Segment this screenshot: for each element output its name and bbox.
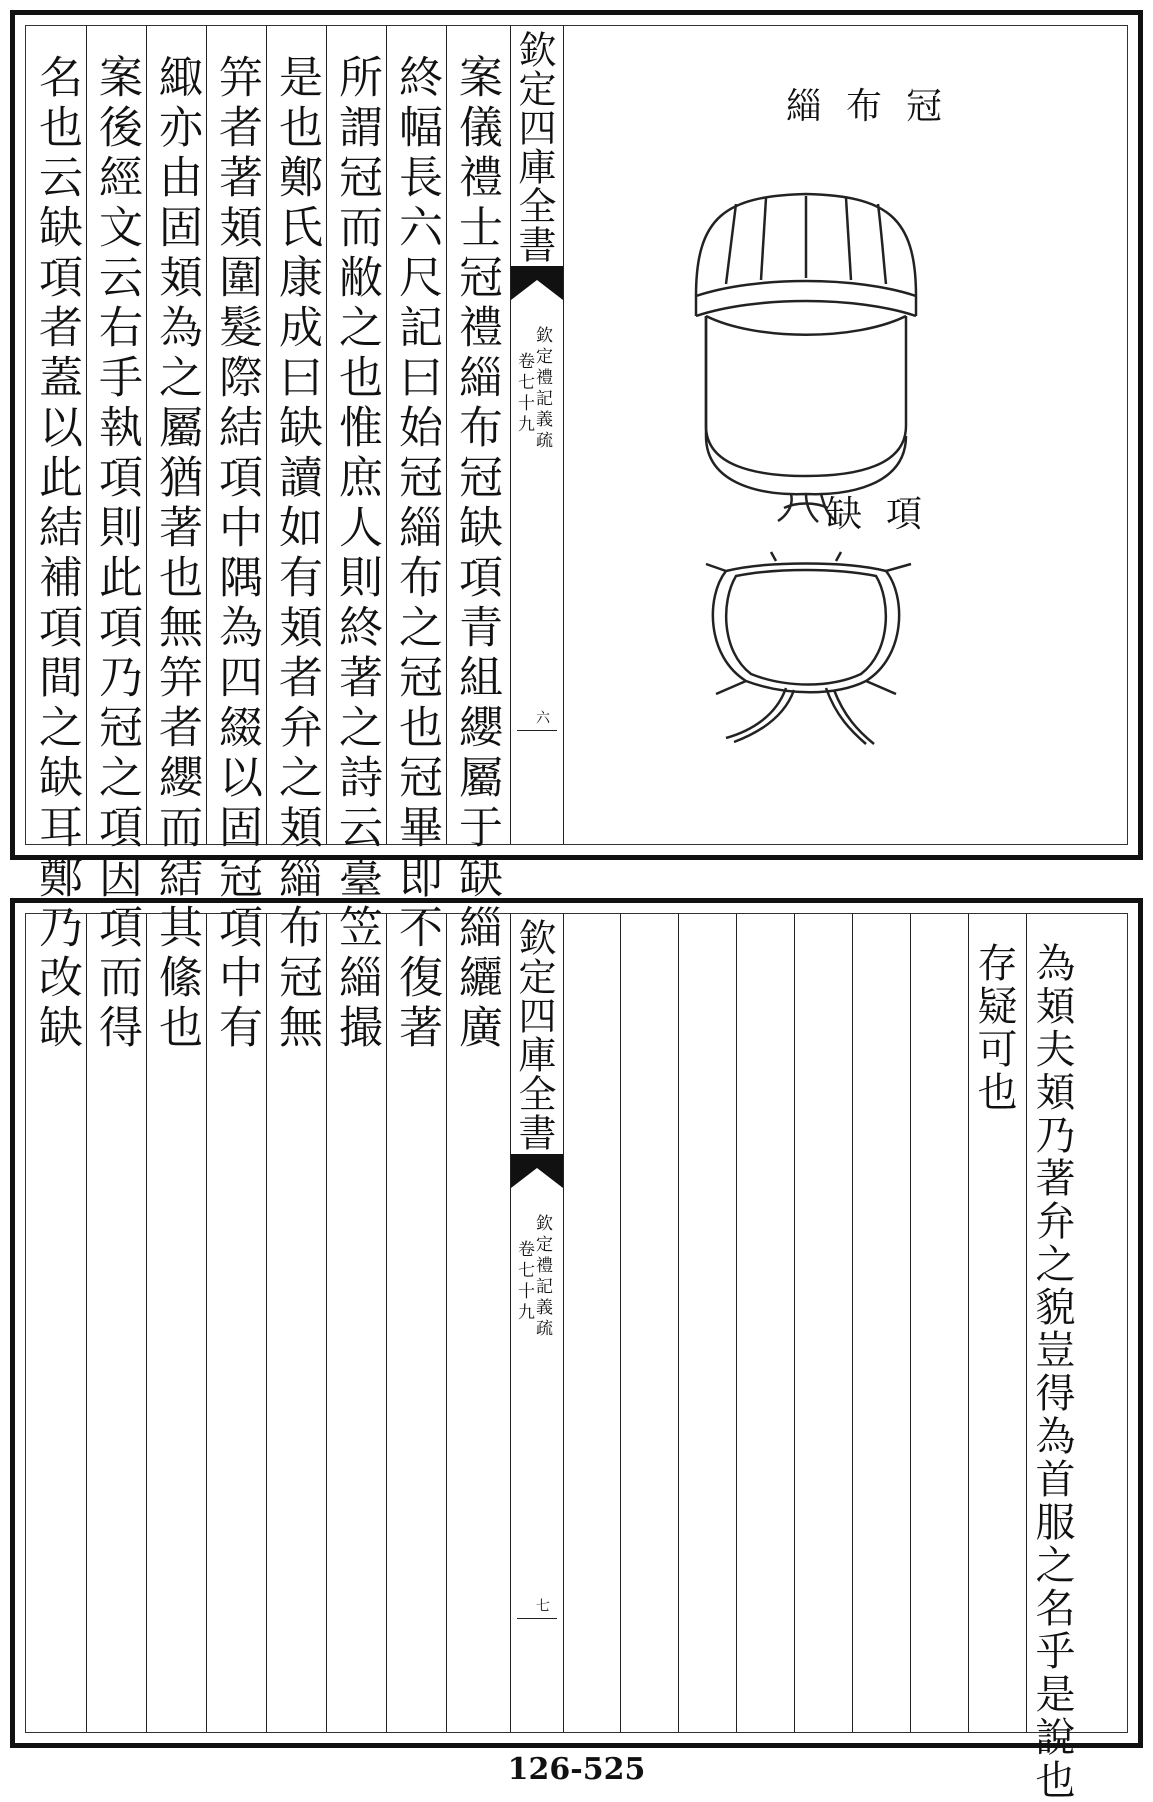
column-rule xyxy=(386,914,387,1732)
text-column-4: 是也鄭氏康成曰缺讀如有頍者弁之頍緇布冠無 xyxy=(271,54,322,1054)
center-book-title: 欽定禮記義疏 xyxy=(532,1214,552,1340)
text-column-8: 名也云缺項者蓋以此結補項間之缺耳鄭乃改缺 xyxy=(31,54,82,1054)
folio-rule xyxy=(517,730,557,731)
column-rule xyxy=(968,914,969,1732)
column-rule xyxy=(794,914,795,1732)
column-rule xyxy=(206,26,207,844)
center-strip xyxy=(510,914,564,1732)
folio-rule xyxy=(517,1618,557,1619)
center-volume: 卷七十九 xyxy=(514,352,534,436)
text-column-7: 案後經文云右手執項則此項乃冠之項因項而得 xyxy=(91,54,142,1054)
center-title: 欽定四庫全書 xyxy=(512,918,556,1152)
column-rule xyxy=(326,26,327,844)
center-title: 欽定四庫全書 xyxy=(512,30,556,264)
text-column-2: 存疑可也 xyxy=(971,942,1017,1114)
text-column-2: 終幅長六尺記曰始冠緇布之冠也冠畢即不復著 xyxy=(391,54,442,1054)
column-rule xyxy=(146,914,147,1732)
column-rule xyxy=(386,26,387,844)
text-column-1: 案儀禮士冠禮緇布冠缺項青組纓屬于缺緇纚廣 xyxy=(451,54,502,1054)
column-rule xyxy=(266,26,267,844)
column-rule xyxy=(910,914,911,1732)
text-column-5: 笄者著頍圍髮際結項中隅為四綴以固冠項中有 xyxy=(211,54,262,1054)
column-rule xyxy=(1026,914,1027,1732)
center-strip xyxy=(510,26,564,844)
center-folio: 七 xyxy=(534,1598,550,1612)
text-column-1: 為頍夫頍乃著弁之貌豈得為首服之名乎是說也 xyxy=(1029,942,1075,1802)
column-rule xyxy=(446,914,447,1732)
cap-caption: 緇布冠 xyxy=(786,86,967,127)
center-folio: 六 xyxy=(534,710,550,724)
cap-illustration xyxy=(666,176,986,746)
page-footer-number: 126-525 xyxy=(507,1752,646,1787)
column-rule xyxy=(86,26,87,844)
band-caption: 缺項 xyxy=(826,494,947,535)
text-column-3: 所謂冠而敝之也惟庶人則終著之詩云臺笠緇撮 xyxy=(331,54,382,1054)
column-rule xyxy=(326,914,327,1732)
column-rule xyxy=(86,914,87,1732)
column-rule xyxy=(736,914,737,1732)
column-rule xyxy=(678,914,679,1732)
column-rule xyxy=(852,914,853,1732)
center-volume: 卷七十九 xyxy=(514,1240,534,1324)
text-column-6: 緅亦由固頍為之屬猶著也無笄者纓而結其絛也 xyxy=(151,54,202,1054)
column-rule xyxy=(146,26,147,844)
column-rule xyxy=(206,914,207,1732)
fishtail-mark xyxy=(511,1154,563,1190)
column-rule xyxy=(266,914,267,1732)
fishtail-mark xyxy=(511,266,563,302)
column-rule xyxy=(446,26,447,844)
center-book-title: 欽定禮記義疏 xyxy=(532,326,552,452)
column-rule xyxy=(620,914,621,1732)
